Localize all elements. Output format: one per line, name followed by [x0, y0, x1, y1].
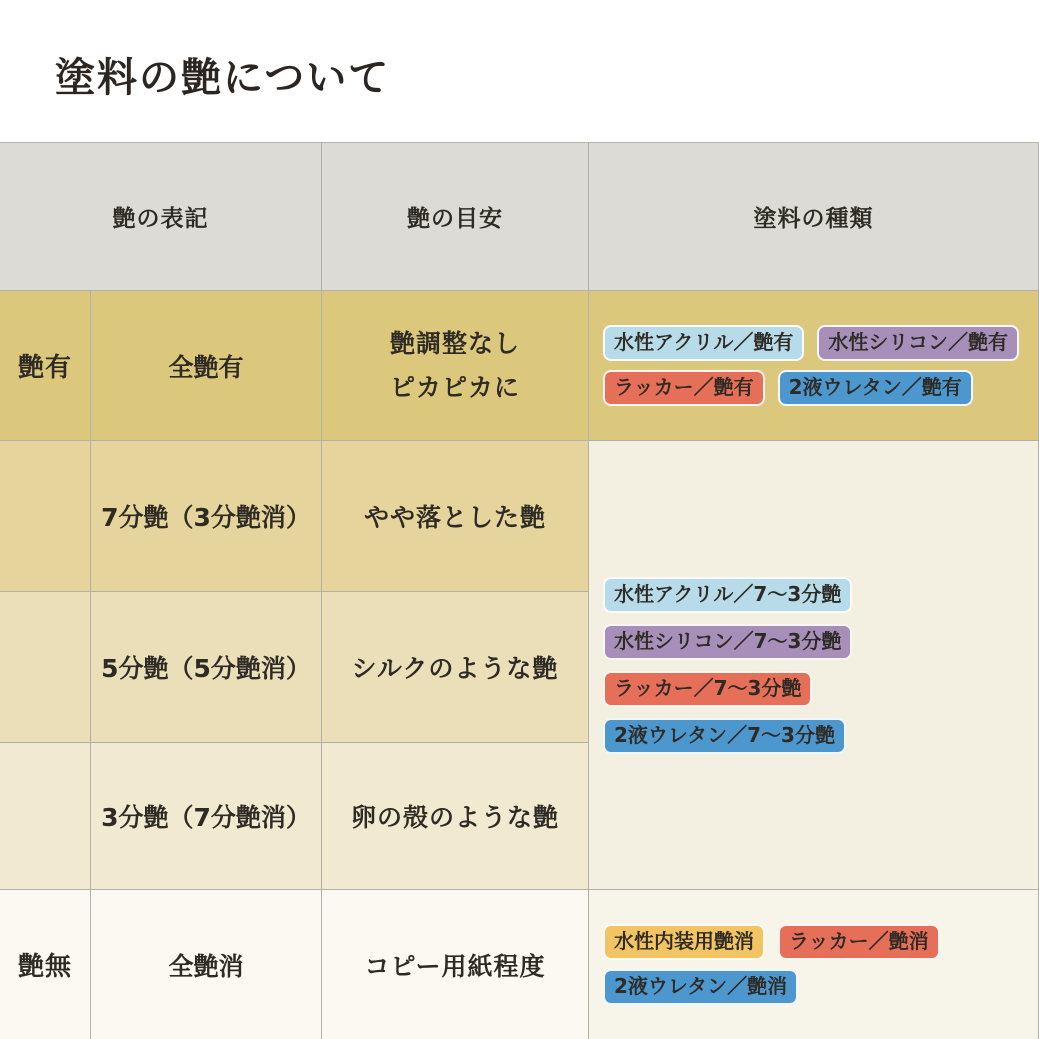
paint-type-tag: 水性アクリル／艶有 [603, 325, 804, 361]
notation-5bu: 5分艶（5分艶消） [91, 592, 322, 743]
paint-type-tag: ラッカー／7〜3分艶 [603, 671, 812, 707]
notation-full-gloss: 全艶有 [91, 291, 322, 441]
notation-7bu: 7分艶（3分艶消） [91, 441, 322, 592]
paint-types-mid-gloss-cell [589, 441, 1039, 890]
header-gloss-guide: 艶の目安 [322, 143, 589, 291]
page-title: 塗料の艶について [55, 55, 391, 101]
paint-types-matte-cell [589, 890, 1039, 1039]
notation-full-matte: 全艶消 [91, 890, 322, 1039]
empty-cell [0, 743, 91, 890]
paint-type-tag: 2液ウレタン／艶有 [778, 370, 973, 406]
guide-line: ピカピカに [389, 372, 520, 402]
paint-type-tag: 水性シリコン／7〜3分艶 [603, 624, 852, 660]
guide-line: 艶調整なし [389, 328, 520, 358]
paint-type-tag: 2液ウレタン／艶消 [603, 969, 798, 1005]
paint-type-tag-list [589, 325, 1038, 406]
paint-type-tag: ラッカー／艶消 [778, 924, 940, 960]
guide-7bu: やや落とした艶 [322, 441, 589, 592]
paint-type-tag: 水性アクリル／7〜3分艶 [603, 577, 852, 613]
header-gloss-notation: 艶の表記 [0, 143, 322, 291]
paint-type-tag: 水性内装用艶消 [603, 924, 765, 960]
header-paint-types: 塗料の種類 [589, 143, 1039, 291]
guide-full-matte: コピー用紙程度 [322, 890, 589, 1039]
notation-3bu: 3分艶（7分艶消） [91, 743, 322, 890]
paint-types-glossy-cell [589, 291, 1039, 441]
paint-type-tag-list [589, 577, 852, 754]
paint-type-tag: 水性シリコン／艶有 [817, 325, 1019, 361]
paint-type-tag: 2液ウレタン／7〜3分艶 [603, 718, 846, 754]
paint-type-tag-list [589, 924, 1038, 1005]
empty-cell [0, 592, 91, 743]
guide-full-gloss [322, 291, 589, 441]
empty-cell [0, 441, 91, 592]
guide-5bu: シルクのような艶 [322, 592, 589, 743]
paint-type-tag: ラッカー／艶有 [603, 370, 765, 406]
category-matte: 艶無 [0, 890, 91, 1039]
category-glossy: 艶有 [0, 291, 91, 441]
guide-3bu: 卵の殻のような艶 [322, 743, 589, 890]
gloss-table [0, 142, 1039, 1039]
